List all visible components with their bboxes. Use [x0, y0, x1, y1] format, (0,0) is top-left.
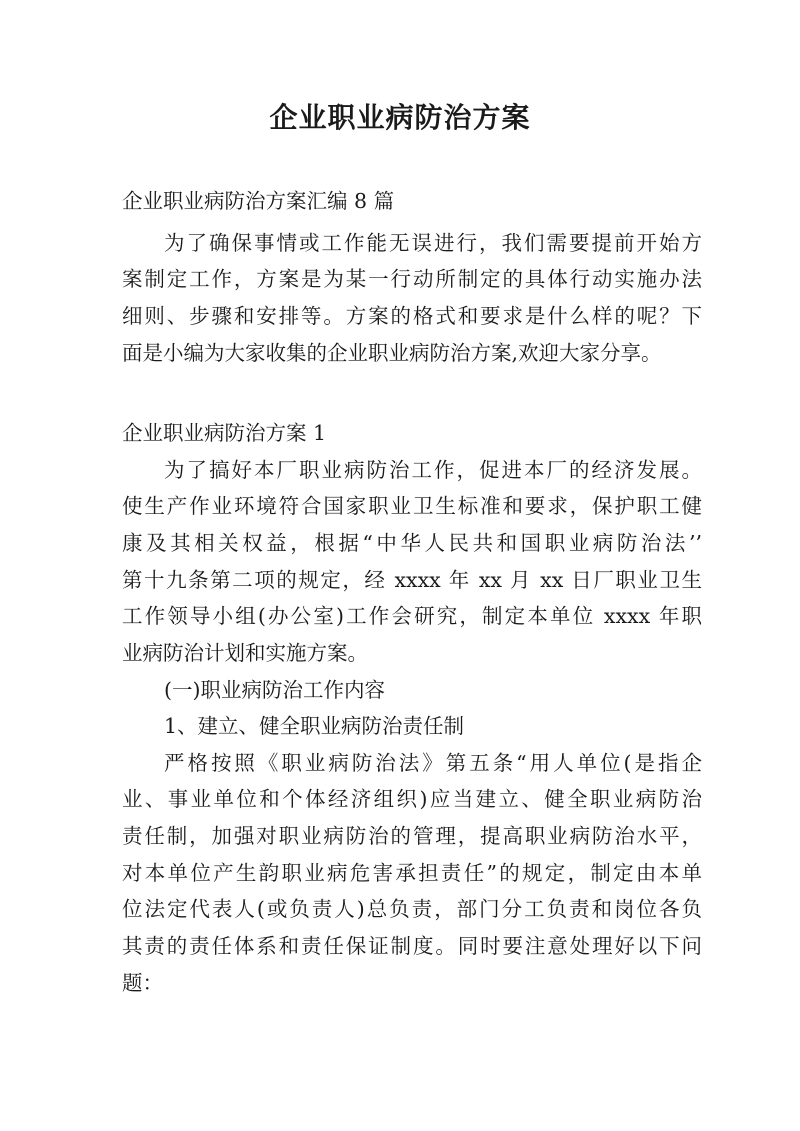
document-subtitle: 企业职业病防治方案汇编 8 篇: [122, 189, 395, 213]
section-line: 为了搞好本厂职业病防治工作，促进本厂的经济发展。: [164, 458, 702, 482]
body-line: 业、事业单位和个体经济组织)应当建立、健全职业病防治: [122, 787, 702, 811]
body-line: 严格按照《职业病防治法》第五条“用人单位(是指企: [164, 751, 702, 775]
intro-line: 面是小编为大家收集的企业职业病防治方案,欢迎大家分享。: [122, 341, 662, 365]
intro-line: 细则、步骤和安排等。方案的格式和要求是什么样的呢？下: [122, 304, 702, 328]
body-line: 题：: [122, 971, 163, 995]
body-line: 责任制，加强对职业病防治的管理，提高职业病防治水平，: [122, 824, 702, 848]
intro-line: 为了确保事情或工作能无误进行，我们需要提前开始方: [164, 231, 702, 255]
section-heading: 企业职业病防治方案 1: [122, 421, 327, 445]
sub-heading: (一)职业病防治工作内容: [164, 678, 385, 702]
intro-line: 案制定工作，方案是为某一行动所制定的具体行动实施办法: [122, 267, 702, 291]
section-line: 工作领导小组(办公室)工作会研究，制定本单位 xxxx 年职: [122, 604, 702, 628]
sub-heading: 1、建立、健全职业病防治责任制: [164, 714, 465, 738]
section-line: 使生产作业环境符合国家职业卫生标准和要求，保护职工健: [122, 494, 702, 518]
body-line: 其责的责任体系和责任保证制度。同时要注意处理好以下问: [122, 934, 702, 958]
section-line: 康及其相关权益，根据“中华人民共和国职业病防治法’’: [122, 531, 702, 555]
document-title: 企业职业病防治方案: [269, 101, 531, 134]
section-line: 第十九条第二项的规定，经 xxxx 年 xx 月 xx 日厂职业卫生: [122, 568, 702, 592]
section-line: 业病防治计划和实施方案。: [122, 641, 368, 665]
body-line: 位法定代表人(或负责人)总负责，部门分工负责和岗位各负: [122, 897, 702, 921]
body-line: 对本单位产生韵职业病危害承担责任”的规定，制定由本单: [122, 861, 702, 885]
